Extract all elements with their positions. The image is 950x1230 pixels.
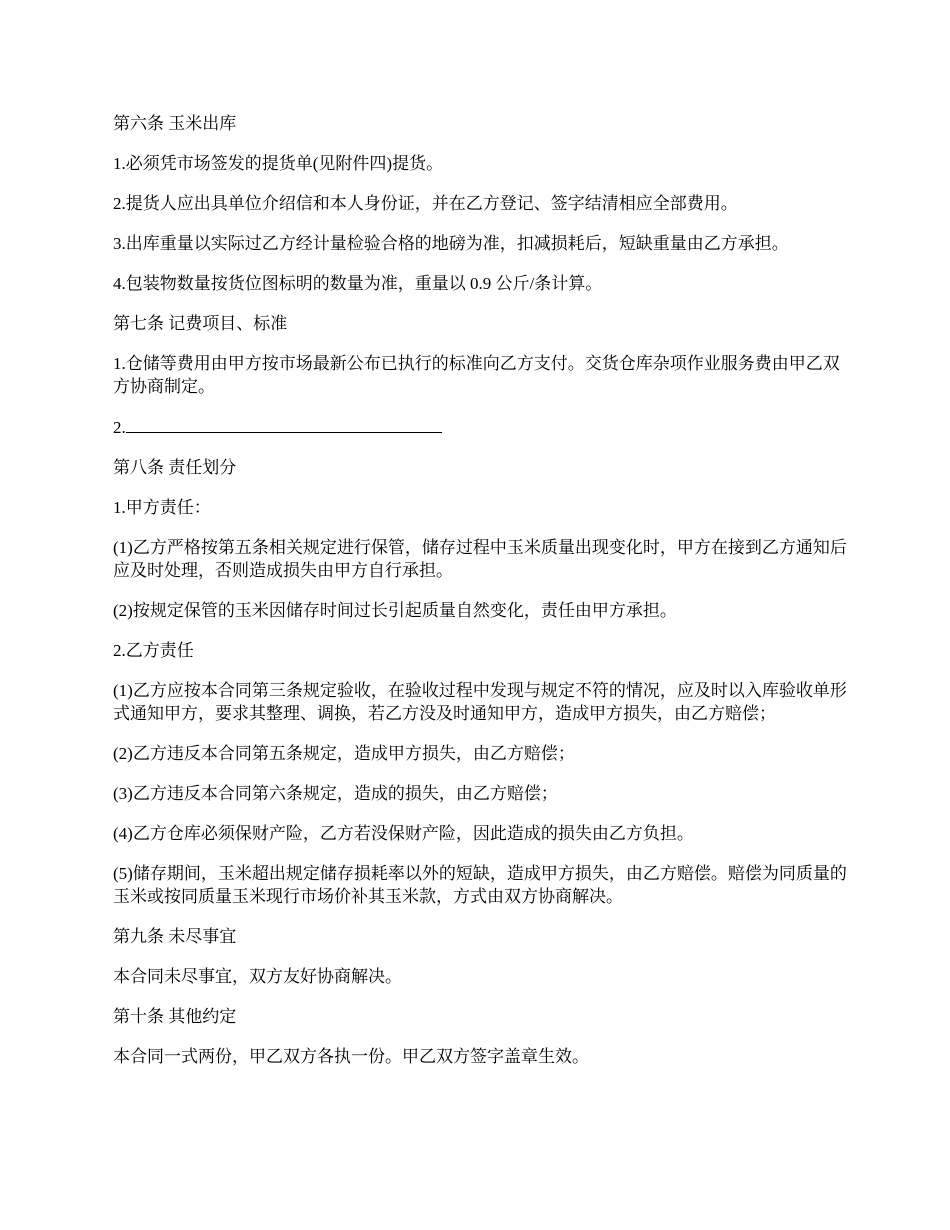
article-7-clause-2-number: 2. (113, 418, 126, 437)
document-body (113, 112, 853, 1085)
article-10-heading: 第十条 其他约定 (113, 1007, 237, 1026)
article-7-clause-2 (113, 415, 853, 439)
party-b-item-4: (4)乙方仓库必须保财产险，乙方若没保财产险，因此造成的损失由乙方负担。 (113, 824, 694, 843)
article-6-clause-2: 2.提货人应出具单位介绍信和本人身份证，并在乙方登记、签字结清相应全部费用。 (113, 194, 738, 213)
article-7-clause-1: 1.仓储等费用由甲方按市场最新公布已执行的标准向乙方支付。交货仓库杂项作业服务费由甲乙双方协商制定。 (113, 354, 840, 396)
article-6-heading: 第六条 玉米出库 (113, 114, 237, 133)
party-a-item-1: (1)乙方严格按第五条相关规定进行保管，储存过程中玉米质量出现变化时，甲方在接到乙方通知后应及时处理，否则造成损失由甲方自行承担。 (113, 538, 847, 580)
article-9-heading: 第九条 未尽事宜 (113, 927, 237, 946)
party-b-item-5: (5)储存期间，玉米超出规定储存损耗率以外的短缺，造成甲方损失，由乙方赔偿。赔偿为同质量的玉米或按同质量玉米现行市场价补其玉米款，方式由双方协商解决。 (113, 864, 847, 906)
party-b-responsibility-heading: 2.乙方责任 (113, 641, 194, 660)
article-9-text: 本合同未尽事宜，双方友好协商解决。 (113, 967, 402, 986)
article-6-clause-3: 3.出库重量以实际过乙方经计量检验合格的地磅为准，扣减损耗后，短缺重量由乙方承担。 (113, 234, 789, 253)
article-10-text: 本合同一式两份，甲乙双方各执一份。甲乙双方签字盖章生效。 (113, 1047, 589, 1066)
article-6-clause-1: 1.必须凭市场签发的提货单(见附件四)提货。 (113, 154, 444, 173)
article-8-heading: 第八条 责任划分 (113, 458, 237, 477)
article-6-clause-4: 4.包装物数量按货位图标明的数量为准，重量以 0.9 公斤/条计算。 (113, 274, 603, 293)
party-b-item-3: (3)乙方违反本合同第六条规定，造成的损失，由乙方赔偿； (113, 784, 558, 803)
party-b-item-2: (2)乙方违反本合同第五条规定，造成甲方损失，由乙方赔偿； (113, 744, 575, 763)
party-a-responsibility-heading: 1.甲方责任： (113, 498, 211, 517)
fill-in-blank-line (126, 415, 442, 433)
article-7-heading: 第七条 记费项目、标准 (113, 314, 288, 333)
party-b-item-1: (1)乙方应按本合同第三条规定验收，在验收过程中发现与规定不符的情况，应及时以入库验收单形式通知甲方，要求其整理、调换，若乙方没及时通知甲方，造成甲方损失，由乙方赔偿； (113, 681, 847, 723)
party-a-item-2: (2)按规定保管的玉米因储存时间过长引起质量自然变化，责任由甲方承担。 (113, 601, 677, 620)
